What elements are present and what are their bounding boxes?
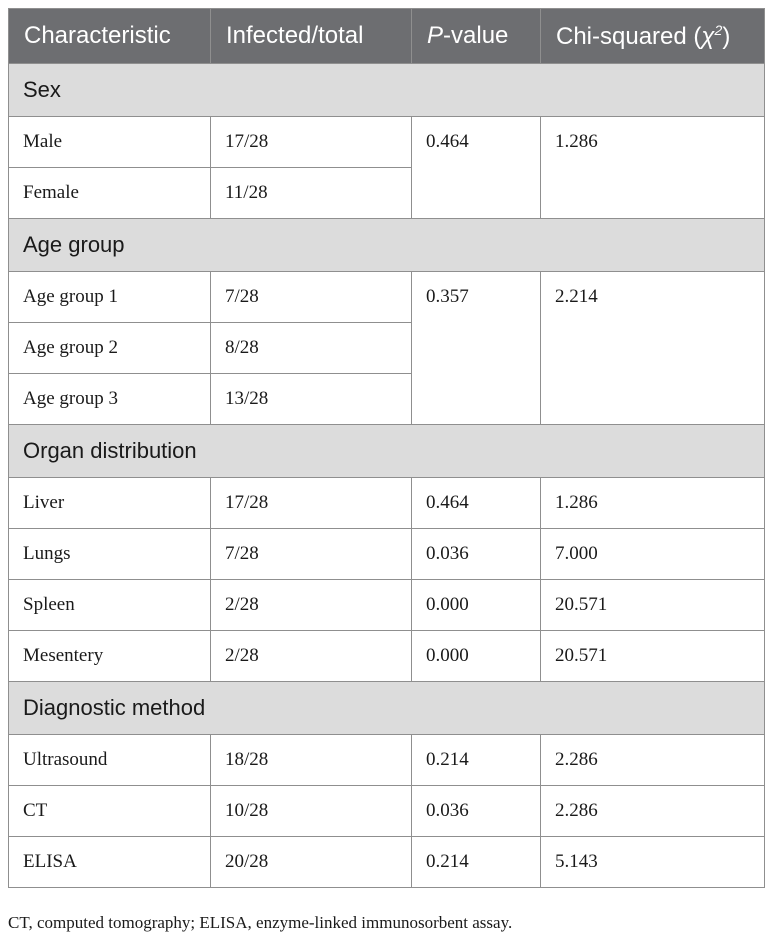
header-characteristic: Characteristic xyxy=(9,9,211,64)
cell-chi-squared: 7.000 xyxy=(541,529,765,580)
cell-infected: 17/28 xyxy=(211,478,412,529)
data-table xyxy=(8,8,765,888)
cell-infected: 2/28 xyxy=(211,580,412,631)
cell-p-value: 0.000 xyxy=(412,580,541,631)
cell-characteristic: Lungs xyxy=(9,529,211,580)
cell-p-value: 0.464 xyxy=(412,478,541,529)
cell-characteristic: Age group 1 xyxy=(9,272,211,323)
header-p-suffix: -value xyxy=(443,22,509,49)
table-row xyxy=(9,786,765,837)
cell-characteristic: Age group 2 xyxy=(9,323,211,374)
header-chi-close: ) xyxy=(722,22,731,50)
section-row-organ-distribution xyxy=(9,425,765,478)
section-row-diagnostic-method xyxy=(9,682,765,735)
table-row xyxy=(9,478,765,529)
cell-chi-squared: 1.286 xyxy=(541,478,765,529)
header-p-letter: P xyxy=(427,22,444,49)
cell-infected: 18/28 xyxy=(211,735,412,786)
cell-characteristic: Mesentery xyxy=(9,631,211,682)
cell-characteristic: Male xyxy=(9,117,211,168)
cell-infected: 20/28 xyxy=(211,837,412,888)
section-row-sex xyxy=(9,64,765,117)
cell-infected: 7/28 xyxy=(211,529,412,580)
cell-p-value: 0.214 xyxy=(412,837,541,888)
cell-chi-squared: 2.214 xyxy=(541,272,765,425)
header-chi-exp: 2 xyxy=(714,21,723,38)
header-p-value xyxy=(412,9,541,64)
cell-infected: 10/28 xyxy=(211,786,412,837)
cell-chi-squared: 2.286 xyxy=(541,786,765,837)
cell-chi-squared: 1.286 xyxy=(541,117,765,219)
cell-characteristic: Liver xyxy=(9,478,211,529)
section-title: Sex xyxy=(9,64,765,117)
cell-p-value: 0.464 xyxy=(412,117,541,219)
cell-chi-squared: 5.143 xyxy=(541,837,765,888)
table-footnote: CT, computed tomography; ELISA, enzyme-linked immunosorbent assay. xyxy=(8,913,513,932)
cell-p-value: 0.214 xyxy=(412,735,541,786)
section-title: Age group xyxy=(9,219,765,272)
table-row xyxy=(9,272,765,323)
cell-infected: 11/28 xyxy=(211,168,412,219)
cell-characteristic: ELISA xyxy=(9,837,211,888)
section-title: Diagnostic method xyxy=(9,682,765,735)
cell-infected: 2/28 xyxy=(211,631,412,682)
cell-p-value: 0.000 xyxy=(412,631,541,682)
cell-chi-squared: 20.571 xyxy=(541,580,765,631)
cell-characteristic: Spleen xyxy=(9,580,211,631)
table-row xyxy=(9,837,765,888)
cell-chi-squared: 20.571 xyxy=(541,631,765,682)
cell-chi-squared: 2.286 xyxy=(541,735,765,786)
cell-infected: 8/28 xyxy=(211,323,412,374)
cell-characteristic: Female xyxy=(9,168,211,219)
header-row xyxy=(9,9,765,64)
cell-p-value: 0.036 xyxy=(412,786,541,837)
cell-infected: 13/28 xyxy=(211,374,412,425)
cell-infected: 7/28 xyxy=(211,272,412,323)
header-chi-symbol: χ xyxy=(701,22,715,50)
cell-characteristic: Age group 3 xyxy=(9,374,211,425)
section-row-age-group xyxy=(9,219,765,272)
cell-p-value: 0.036 xyxy=(412,529,541,580)
table-row xyxy=(9,580,765,631)
header-chi-label: Chi-squared ( xyxy=(556,22,702,50)
table-row xyxy=(9,735,765,786)
cell-characteristic: CT xyxy=(9,786,211,837)
table-row xyxy=(9,631,765,682)
cell-p-value: 0.357 xyxy=(412,272,541,425)
header-infected-total: Infected/total xyxy=(211,9,412,64)
table-row xyxy=(9,529,765,580)
cell-characteristic: Ultrasound xyxy=(9,735,211,786)
cell-infected: 17/28 xyxy=(211,117,412,168)
header-chi-squared xyxy=(541,9,765,64)
table-row xyxy=(9,117,765,168)
section-title: Organ distribution xyxy=(9,425,765,478)
